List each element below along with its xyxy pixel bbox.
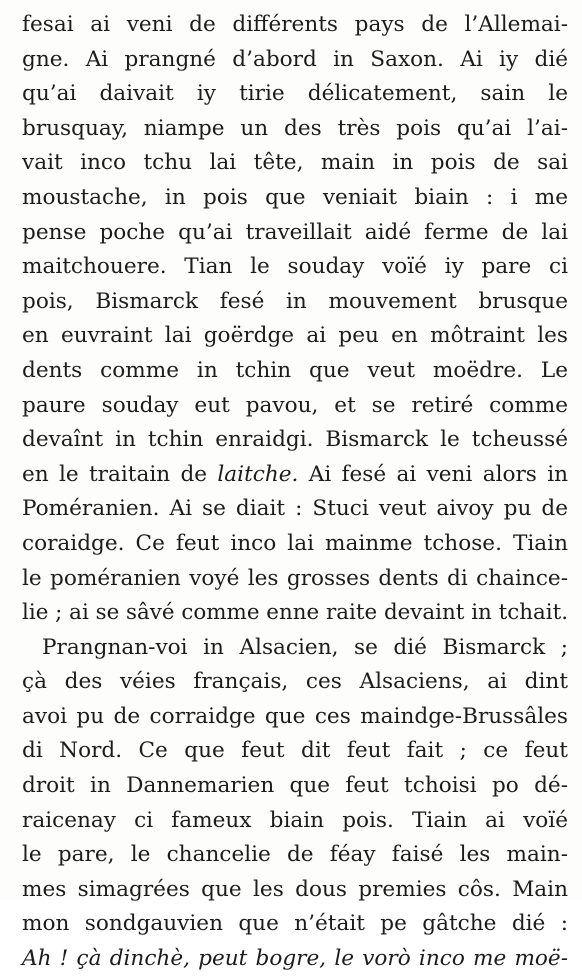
text-line <box>22 596 568 631</box>
text-span: le poméranien voyé les grosses dents di chaince- <box>22 565 568 591</box>
text-line <box>22 423 568 458</box>
text-line <box>22 181 568 216</box>
text-span: moustache, in pois que veniait biain : i me <box>22 184 568 210</box>
text-span: fesai ai veni de différents pays de l’Allemai- <box>22 12 568 37</box>
text-span: en euvraint lai goërdge ai peu en môtraint les <box>22 323 568 349</box>
text-span: çà des véies français, ces Alsaciens, ai dint <box>22 669 568 695</box>
text-line <box>22 804 568 839</box>
text-line <box>22 492 568 527</box>
text-line <box>22 527 568 562</box>
italic-text: laitche. <box>217 461 299 487</box>
text-line <box>22 250 568 285</box>
text-span: pense poche qu’ai traveillait aidé ferme de lai <box>22 219 568 245</box>
text-line <box>22 665 568 700</box>
text-line <box>22 43 568 78</box>
text-line <box>22 562 568 597</box>
text-span: coraidge. Ce feut inco lai mainme tchose. Tiain <box>22 530 568 556</box>
text-span: lie ; ai se sâvé comme enne raite devaint in tchait. <box>22 600 569 626</box>
text-line <box>22 838 568 873</box>
text-span: Ai fesé ai veni alors in <box>298 461 569 487</box>
text-span: qu’ai daivait iy tirie délicatement, sain le <box>22 81 568 107</box>
text-line <box>22 458 568 493</box>
text-span: en le traitain de <box>22 461 218 487</box>
text-span: droit in Dannemarien que feut tchoisi po dé- <box>22 773 568 799</box>
text-span: vait inco tchu lai tête, main in pois de sai <box>22 150 568 176</box>
text-line <box>22 769 568 804</box>
text-line <box>22 216 568 251</box>
text-line <box>22 112 568 147</box>
text-line <box>22 389 568 424</box>
text-span: dents comme in tchin que veut moëdre. Le <box>22 357 568 383</box>
body-text <box>22 8 568 977</box>
text-line <box>22 734 568 769</box>
text-span: gne. Ai prangné d’abord in Saxon. Ai iy dié <box>22 46 568 72</box>
italic-text: Ah ! çà dinchè, peut bogre, le vorò inco me moë- <box>22 946 568 972</box>
text-span: raicenay ci fameux biain pois. Tiain ai voïé <box>22 807 568 833</box>
text-span: pois, Bismarck fesé in mouvement brusque <box>22 288 568 314</box>
text-span: Prangnan-voi in Alsacien, se dié Bismarck ; <box>42 634 568 660</box>
text-span: le pare, le chancelie de féay faisé les main- <box>22 842 568 868</box>
text-line <box>22 8 568 43</box>
text-line <box>22 285 568 320</box>
text-line <box>22 942 568 977</box>
text-line <box>22 631 568 666</box>
text-line <box>22 907 568 942</box>
text-line <box>22 873 568 908</box>
text-line <box>22 77 568 112</box>
text-span: maitchouere. Tian le souday voïé iy pare ci <box>22 254 568 280</box>
text-span: devaînt in tchin enraidgi. Bismarck le tcheussé <box>22 427 568 453</box>
text-line <box>22 354 568 389</box>
text-line <box>22 146 568 181</box>
text-span: mon sondgauvien que n’était pe gâtche dié : <box>22 911 568 937</box>
text-span: paure souday eut pavou, et se retiré comme <box>22 392 568 418</box>
text-span: avoi pu de corraidge que ces maindge-Brussâles <box>22 703 568 729</box>
text-line <box>22 700 568 735</box>
text-line <box>22 319 568 354</box>
text-span: mes simagrées que les dous premies côs. Main <box>22 876 568 902</box>
text-span: brusquay, niampe un des très pois qu’ai l’ai- <box>22 115 568 141</box>
text-span: Poméranien. Ai se diait : Stuci veut aivoy pu de <box>22 496 568 522</box>
text-span: di Nord. Ce que feut dit feut fait ; ce feut <box>22 738 568 764</box>
